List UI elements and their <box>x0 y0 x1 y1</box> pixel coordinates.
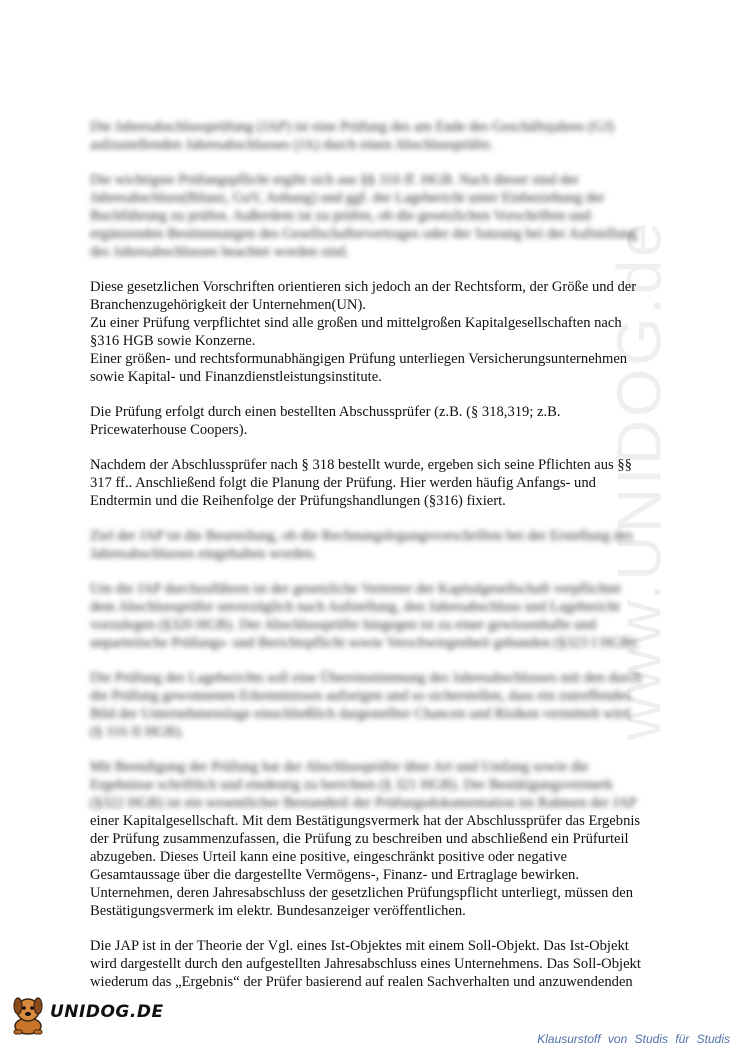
text-line: die Prüfung gewonnenen Erkenntnissen aufzeigen und so sicherstellen, dass ein zutreffendes <box>90 688 631 704</box>
paragraph <box>90 171 670 261</box>
text-line: Bild der Unternehmenslage einschließlich dargestellter Chancen und Risiken vermittelt wird <box>90 706 630 722</box>
text-line: Bestätigungsvermerk im elektr. Bundesanzeiger veröffentlichen. <box>90 903 466 919</box>
paragraph <box>90 758 670 920</box>
paragraph <box>90 669 670 741</box>
text-line: Nachdem der Abschlussprüfer nach § 318 bestellt wurde, ergeben sich seine Pflichten aus §§ <box>90 457 632 473</box>
text-line: Buchführung zu prüfen. Außerdem ist zu prüfen, ob die gesetzlichen Vorschriften und <box>90 208 591 224</box>
text-line: Ziel der JAP ist die Beurteilung, ob die Rechnungslegungsvorschriften bei der Erstellung des <box>90 528 633 544</box>
text-line: Die wichtigste Prüfungspflicht ergibt sich aus §§ 316 ff. HGB. Nach dieser sind der <box>90 172 579 188</box>
text-line: ergänzenden Bestimmungen des Gesellschaftervertrages oder der Satzung bei der Aufstellung <box>90 226 638 242</box>
text-line: Die JAP ist in der Theorie der Vgl. eines Ist-Objektes mit einem Soll-Objekt. Das Ist-Objekt <box>90 938 629 954</box>
text-line: aufzustellenden Jahresabschlusses (JA) durch einen Abschlussprüfer. <box>90 137 493 153</box>
blurred-text-line: Mit Beendigung der Prüfung hat der Abschlussprüfer über Art und Umfang sowie die <box>90 759 589 775</box>
text-line: Die Jahresabschlussprüfung (JAP) ist eine Prüfung des am Ende des Geschäftsjahres (GJ) <box>90 119 615 135</box>
watermark-text: www.UNIDOG.de <box>605 219 675 741</box>
dog-mascot-icon <box>6 990 50 1036</box>
text-line: sowie Kapital- und Finanzdienstleistungsinstitute. <box>90 369 382 385</box>
unidog-logo[interactable] <box>6 990 166 1038</box>
text-line: Unternehmen, deren Jahresabschluss der gesetzlichen Prüfungspflicht unterliegt, müssen den <box>90 885 634 901</box>
text-line: Endtermin und die Reihenfolge der Prüfungshandlungen (§316) fixiert. <box>90 493 506 509</box>
footer-slogan: Klausurstoff von Studis für Studis <box>537 1032 730 1046</box>
text-line: des Jahresabschlusses beachtet worden sind. <box>90 244 349 260</box>
text-line: abzugeben. Dieses Urteil kann eine positive, eingeschränkt positive oder negative <box>90 849 567 865</box>
text-line: Jahresabschluss(Bilanz, GuV, Anhang) und ggf. der Lagebericht unter Einbeziehung der <box>90 190 605 206</box>
document-body <box>90 118 670 1008</box>
text-line: Jahresabschlusses eingehalten worden. <box>90 546 317 562</box>
paragraph <box>90 278 670 386</box>
text-line: Die Prüfung des Lageberichts soll eine Übereinstimmung des Jahresabschlusses mit den durch <box>90 670 642 686</box>
text-line: Zu einer Prüfung verpflichtet sind alle großen und mittelgroßen Kapitalgesellschaften nach <box>90 315 622 331</box>
text-line: unparteiische Prüfungs- und Berichtspflicht sowie Verschwiegenheit gebunden (§323 I HGB). <box>90 635 640 651</box>
text-line: einer Kapitalgesellschaft. Mit dem Bestätigungsvermerk hat der Abschlussprüfer das Ergebnis <box>90 813 641 829</box>
paragraph <box>90 580 670 652</box>
text-line: wiederum das „Ergebnis“ der Prüfer basierend auf realen Sachverhalten und anzuwendenden <box>90 974 633 990</box>
text-line: dem Abschlussprüfer unverzüglich nach Aufstellung, den Jahresabschluss und Lagebericht <box>90 599 620 615</box>
text-line: Diese gesetzlichen Vorschriften orientieren sich jedoch an der Rechtsform, der Größe und der <box>90 279 637 295</box>
paragraph <box>90 456 670 510</box>
text-line: Pricewaterhouse Coopers). <box>90 422 248 438</box>
text-line: Um die JAP durchzuführen ist der gesetzliche Vertreter der Kapitalgesellschaft verpflichtet <box>90 581 621 597</box>
text-line: Einer größen- und rechtsformunabhängigen Prüfung unterliegen Versicherungsunternehmen <box>90 351 628 367</box>
text-line: §316 HGB sowie Konzerne. <box>90 333 256 349</box>
paragraph <box>90 118 670 154</box>
text-line: vorzulegen (§320 HGB). Der Abschlussprüfer hingegen ist zu einer gewissenhafte und <box>90 617 597 633</box>
blurred-text-line: Ergebnisse schriftlich und eindeutig zu berichten (§ 321 HGB). Der Bestätigungsvermerk <box>90 777 613 793</box>
text-line: Branchenzugehörigkeit der Unternehmen(UN). <box>90 297 366 313</box>
paragraph <box>90 937 670 991</box>
blurred-text-line: (§322 HGB) ist ein wesentlicher Bestandteil der Prüfungsdokumentation im Rahmen der JAP <box>90 795 637 811</box>
paragraph <box>90 403 670 439</box>
text-line: der Prüfung zusammenzufassen, die Prüfung zu beschreiben und abschließend ein Prüfurteil <box>90 831 629 847</box>
paragraph <box>90 527 670 563</box>
text-line: Gesamtaussage über die dargestellte Vermögens-, Finanz- und Ertraglage bewirken. <box>90 867 579 883</box>
logo-text: UNIDOG.DE <box>50 1002 164 1022</box>
text-line: (§ 316 II HGB). <box>90 724 185 740</box>
text-line: Die Prüfung erfolgt durch einen bestellten Abschussprüfer (z.B. (§ 318,319; z.B. <box>90 404 561 420</box>
text-line: wird dargestellt durch den aufgestellten Jahresabschluss eines Unternehmens. Das Soll-Objekt <box>90 956 641 972</box>
text-line: 317 ff.. Anschließend folgt die Planung der Prüfung. Hier werden häufig Anfangs- und <box>90 475 596 491</box>
